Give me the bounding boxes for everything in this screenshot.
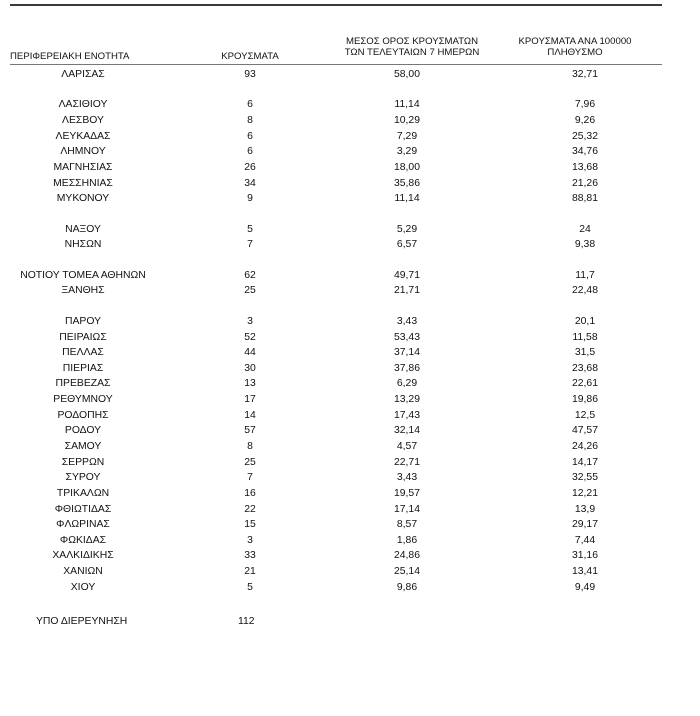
region-name-cell: ΛΑΣΙΘΙΟΥ xyxy=(58,99,108,111)
region-name-cell: ΦΩΚΙΔΑΣ xyxy=(59,534,107,546)
table-row xyxy=(0,502,700,518)
region-name-cell: ΝΟΤΙΟΥ ΤΟΜΕΑ ΑΘΗΝΩΝ xyxy=(20,269,146,281)
cases-cell: 17 xyxy=(244,394,256,406)
avg-7-days-cell: 4,57 xyxy=(396,441,418,452)
avg-7-days-cell: 35,86 xyxy=(393,177,420,189)
table-row xyxy=(0,160,700,176)
per-100000-cell: 24 xyxy=(579,223,591,235)
header-per-line2: ΠΛΗΘΥΣΜΟ xyxy=(547,47,603,58)
per-100000-cell: 7,44 xyxy=(574,534,596,546)
avg-7-days-cell: 37,86 xyxy=(393,362,420,374)
region-name-cell: ΞΑΝΘΗΣ xyxy=(61,285,105,297)
per-100000-cell: 9,38 xyxy=(574,239,596,251)
table-row xyxy=(0,486,700,502)
region-name-cell: ΛΕΥΚΑΔΑΣ xyxy=(55,130,111,142)
cases-cell: 6 xyxy=(247,130,253,142)
region-name-cell: ΜΕΣΣΗΝΙΑΣ xyxy=(53,177,113,189)
avg-7-days-cell: 3,43 xyxy=(396,472,418,484)
table-row xyxy=(0,129,700,145)
region-name-cell: ΡΕΘΥΜΝΟΥ xyxy=(53,394,113,406)
cases-cell: 30 xyxy=(244,362,256,374)
per-100000-cell: 13,41 xyxy=(571,566,598,578)
per-100000-cell: 25,32 xyxy=(571,130,598,142)
cases-cell: 6 xyxy=(247,99,253,111)
avg-7-days-cell: 11,14 xyxy=(394,193,420,205)
region-name-cell: ΤΡΙΚΑΛΩΝ xyxy=(56,487,110,499)
region-name-cell: ΡΟΔΟΠΗΣ xyxy=(57,409,109,421)
table-row xyxy=(0,176,700,192)
per-100000-cell: 11,58 xyxy=(572,331,598,343)
table-row xyxy=(0,423,700,439)
region-name-cell: ΧΑΝΙΩΝ xyxy=(63,566,103,578)
cases-cell: 13 xyxy=(244,378,256,390)
per-100000-cell: 32,71 xyxy=(571,69,598,80)
avg-7-days-cell: 25,14 xyxy=(393,566,420,578)
table-row xyxy=(0,345,700,361)
footer-value: 112 xyxy=(238,616,255,627)
cases-cell: 9 xyxy=(247,193,253,205)
avg-7-days-cell: 11,14 xyxy=(394,99,420,111)
table-row xyxy=(0,470,700,486)
avg-7-days-cell: 19,57 xyxy=(393,487,420,499)
cases-cell: 8 xyxy=(247,441,253,452)
top-rule xyxy=(10,4,662,6)
region-name-cell: ΠΡΕΒΕΖΑΣ xyxy=(55,378,111,390)
region-name-cell: ΝΗΣΩΝ xyxy=(64,239,102,251)
table-row xyxy=(0,455,700,471)
avg-7-days-cell: 18,00 xyxy=(393,162,420,173)
region-name-cell: ΛΗΜΝΟΥ xyxy=(60,146,106,158)
header-avg-line1: ΜΕΣΟΣ ΟΡΟΣ ΚΡΟΥΣΜΑΤΩΝ xyxy=(345,36,479,47)
table-row xyxy=(0,517,700,533)
avg-7-days-cell: 6,57 xyxy=(396,239,418,251)
cases-cell: 3 xyxy=(247,534,253,546)
per-100000-cell: 7,96 xyxy=(574,99,596,111)
avg-7-days-cell: 24,86 xyxy=(393,550,420,562)
per-100000-cell: 11,7 xyxy=(575,269,595,281)
region-name-cell: ΡΟΔΟΥ xyxy=(64,425,102,437)
avg-7-days-cell: 32,14 xyxy=(393,425,420,437)
region-name-cell: ΧΙΟΥ xyxy=(70,581,96,593)
region-name-cell: ΧΑΛΚΙΔΙΚΗΣ xyxy=(52,550,114,562)
cases-cell: 93 xyxy=(244,69,256,80)
per-100000-cell: 34,76 xyxy=(571,146,598,158)
table-row-spacer xyxy=(0,299,700,314)
header-rule xyxy=(10,64,662,65)
cases-cell: 7 xyxy=(247,472,253,484)
table-row xyxy=(0,222,700,238)
region-name-cell: ΛΑΡΙΣΑΣ xyxy=(61,69,105,80)
cases-cell: 14 xyxy=(244,409,256,421)
per-100000-cell: 9,49 xyxy=(574,581,596,593)
avg-7-days-cell: 5,29 xyxy=(396,223,418,235)
cases-cell: 7 xyxy=(247,239,253,251)
avg-7-days-cell: 17,14 xyxy=(393,503,420,515)
region-name-cell: ΛΕΣΒΟΥ xyxy=(62,115,104,127)
region-name-cell: ΣΕΡΡΩΝ xyxy=(61,456,105,468)
per-100000-cell: 31,5 xyxy=(574,347,596,359)
header-per-100000 xyxy=(490,36,660,58)
per-100000-cell: 88,81 xyxy=(571,193,598,205)
table-row xyxy=(0,548,700,564)
header-region: ΠΕΡΙΦΕΡΕΙΑΚΗ ΕΝΟΤΗΤΑ xyxy=(10,51,130,62)
per-100000-cell: 12,21 xyxy=(571,487,598,499)
header-per-line1: ΚΡΟΥΣΜΑΤΑ ΑΝΑ 100000 xyxy=(518,36,632,47)
cases-cell: 5 xyxy=(247,223,253,235)
per-100000-cell: 19,86 xyxy=(571,394,598,406)
region-name-cell: ΠΕΛΛΑΣ xyxy=(62,347,104,359)
avg-7-days-cell: 3,29 xyxy=(396,146,418,158)
table-row xyxy=(0,237,700,253)
per-100000-cell: 14,17 xyxy=(571,456,598,468)
region-name-cell: ΣΑΜΟΥ xyxy=(64,441,102,452)
table-row xyxy=(0,144,700,160)
table-row xyxy=(0,533,700,549)
header-avg-line2: ΤΩΝ ΤΕΛΕΥΤΑΙΩΝ 7 ΗΜΕΡΩΝ xyxy=(344,47,480,58)
cases-cell: 16 xyxy=(244,487,256,499)
per-100000-cell: 47,57 xyxy=(571,425,598,437)
per-100000-cell: 31,16 xyxy=(571,550,598,562)
table-header xyxy=(0,36,700,66)
cases-cell: 25 xyxy=(244,285,256,297)
header-avg-7-days xyxy=(322,36,502,58)
cases-cell: 21 xyxy=(244,566,256,578)
cases-cell: 8 xyxy=(247,115,253,127)
region-name-cell: ΜΥΚΟΝΟΥ xyxy=(56,193,110,205)
per-100000-cell: 22,48 xyxy=(571,285,598,297)
region-name-cell: ΣΥΡΟΥ xyxy=(65,472,101,484)
per-100000-cell: 29,17 xyxy=(571,519,598,531)
footer-label: ΥΠΟ ΔΙΕΡΕΥΝΗΣΗ xyxy=(36,616,128,627)
region-name-cell: ΦΘΙΩΤΙΔΑΣ xyxy=(54,503,112,515)
table-row xyxy=(0,113,700,129)
avg-7-days-cell: 22,71 xyxy=(393,456,420,468)
per-100000-cell: 23,68 xyxy=(571,362,598,374)
avg-7-days-cell: 49,71 xyxy=(393,269,420,281)
cases-cell: 33 xyxy=(244,550,256,562)
avg-7-days-cell: 17,43 xyxy=(393,409,420,421)
region-name-cell: ΝΑΞΟΥ xyxy=(65,223,101,235)
avg-7-days-cell: 10,29 xyxy=(393,115,420,127)
avg-7-days-cell: 6,29 xyxy=(396,378,418,390)
cases-cell: 44 xyxy=(244,347,256,359)
region-name-cell: ΦΛΩΡΙΝΑΣ xyxy=(56,519,110,531)
cases-cell: 5 xyxy=(247,581,253,593)
avg-7-days-cell: 37,14 xyxy=(393,347,420,359)
table-row xyxy=(0,376,700,392)
per-100000-cell: 9,26 xyxy=(574,115,596,127)
avg-7-days-cell: 9,86 xyxy=(396,581,418,593)
table-row xyxy=(0,67,700,83)
avg-7-days-cell: 13,29 xyxy=(393,394,420,406)
table-row xyxy=(0,97,700,113)
cases-cell: 26 xyxy=(244,162,256,173)
per-100000-cell: 12,5 xyxy=(574,409,596,421)
table-row-spacer xyxy=(0,83,700,98)
per-100000-cell: 22,61 xyxy=(571,378,598,390)
region-name-cell: ΠΕΙΡΑΙΩΣ xyxy=(59,331,107,343)
cases-cell: 6 xyxy=(247,146,253,158)
table-row xyxy=(0,392,700,408)
avg-7-days-cell: 58,00 xyxy=(393,69,420,80)
table-body xyxy=(0,67,700,595)
cases-cell: 62 xyxy=(244,269,256,281)
avg-7-days-cell: 7,29 xyxy=(396,130,418,142)
per-100000-cell: 20,1 xyxy=(574,315,596,327)
avg-7-days-cell: 53,43 xyxy=(393,331,420,343)
region-name-cell: ΜΑΓΝΗΣΙΑΣ xyxy=(53,162,113,173)
table-row-spacer xyxy=(0,253,700,268)
table-row xyxy=(0,439,700,455)
cases-cell: 15 xyxy=(244,519,256,531)
cases-cell: 3 xyxy=(247,315,253,327)
table-row xyxy=(0,580,700,596)
cases-cell: 34 xyxy=(244,177,256,189)
table-footer xyxy=(0,614,700,630)
table-row xyxy=(0,564,700,580)
table-row xyxy=(0,283,700,299)
per-100000-cell: 13,9 xyxy=(574,503,596,515)
table-row xyxy=(0,361,700,377)
table-row xyxy=(0,408,700,424)
per-100000-cell: 32,55 xyxy=(571,472,598,484)
region-name-cell: ΠΑΡΟΥ xyxy=(64,315,102,327)
cases-cell: 22 xyxy=(244,503,256,515)
table-row xyxy=(0,268,700,284)
table-row xyxy=(0,314,700,330)
table-row-spacer xyxy=(0,207,700,222)
header-cases: ΚΡΟΥΣΜΑΤΑ xyxy=(221,51,279,62)
per-100000-cell: 21,26 xyxy=(571,177,598,189)
cases-cell: 52 xyxy=(244,331,256,343)
region-name-cell: ΠΙΕΡΙΑΣ xyxy=(62,362,104,374)
cases-cell: 57 xyxy=(244,425,256,437)
table-row xyxy=(0,330,700,346)
per-100000-cell: 13,68 xyxy=(571,162,598,173)
per-100000-cell: 24,26 xyxy=(571,441,598,452)
table-row xyxy=(0,191,700,207)
avg-7-days-cell: 3,43 xyxy=(396,315,418,327)
avg-7-days-cell: 1,86 xyxy=(396,534,418,546)
avg-7-days-cell: 21,71 xyxy=(393,285,420,297)
avg-7-days-cell: 8,57 xyxy=(396,519,418,531)
cases-cell: 25 xyxy=(244,456,256,468)
